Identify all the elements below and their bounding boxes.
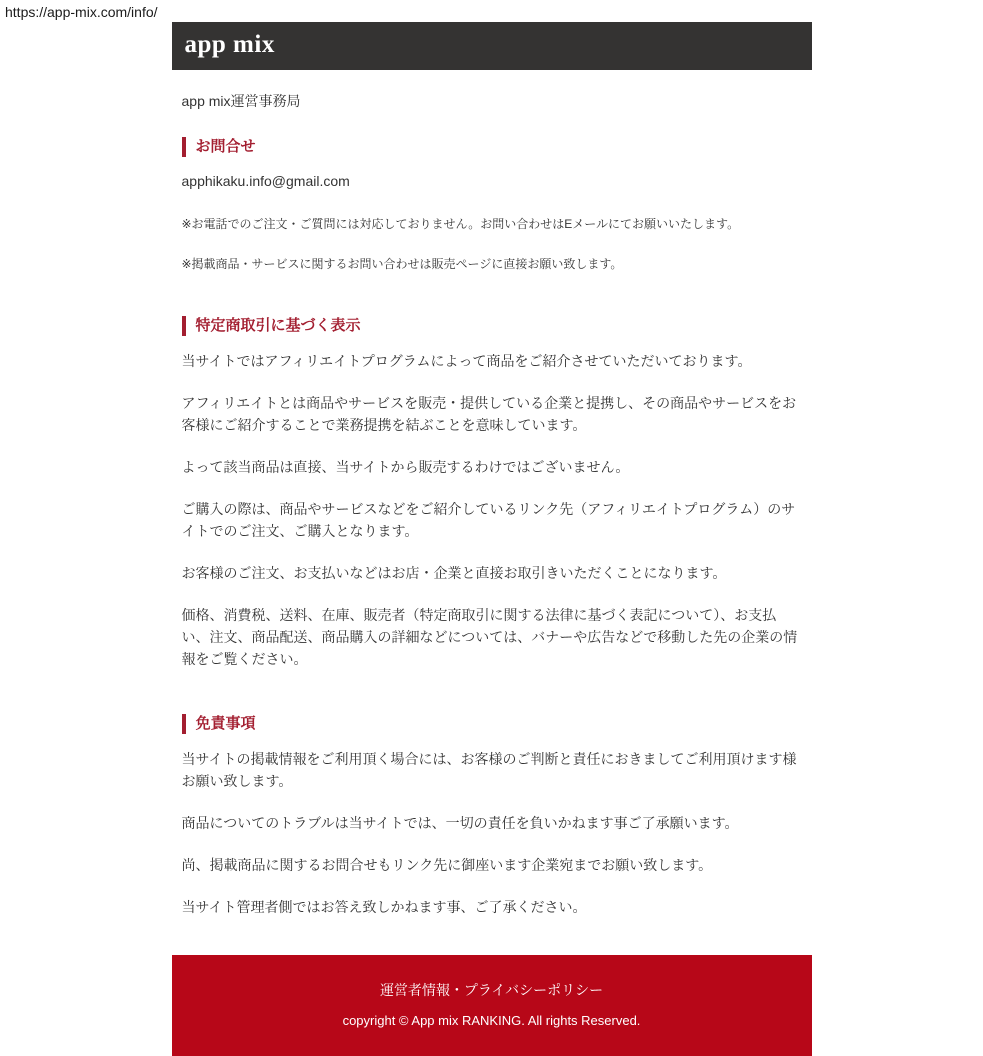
disclaimer-paragraph: 当サイトの掲載情報をご利用頂く場合には、お客様のご判断と責任におきましてご利用頂けます様お願い致します。 — [181, 751, 797, 789]
operator-intro-text: app mix運営事務局 — [181, 93, 301, 109]
site-footer — [172, 955, 812, 1056]
disclaimer-paragraph: 尚、掲載商品に関するお問合せもリンク先に御座います企業宛までお願い致します。 — [181, 857, 713, 873]
main-content — [172, 90, 812, 918]
tokutei-paragraph: ご購入の際は、商品やサービスなどをご紹介しているリンク先（アフィリエイトプログラム）のサイトでのご注文、ご購入となります。 — [181, 501, 796, 539]
tokutei-paragraph: アフィリエイトとは商品やサービスを販売・提供している企業と提携し、その商品やサービスをお客様にご紹介することで業務提携を結ぶことを意味しています。 — [181, 395, 797, 433]
contact-note: ※お電話でのご注文・ご質問には対応しておりません。お問い合わせはEメールにてお願いいたします。 — [181, 217, 740, 231]
site-title[interactable]: app mix — [184, 31, 275, 58]
section-heading-contact: お問合せ — [182, 137, 802, 157]
section-heading-tokutei: 特定商取引に基づく表示 — [182, 316, 802, 336]
section-heading-disclaimer: 免責事項 — [182, 714, 802, 734]
site-header — [172, 22, 812, 70]
footer-privacy-policy-link[interactable]: 運営者情報・プライバシーポリシー — [379, 982, 604, 998]
disclaimer-paragraph: 当サイト管理者側ではお答え致しかねます事、ご了承ください。 — [181, 899, 587, 915]
page-url-text: https://app-mix.com/info/ — [5, 4, 158, 20]
tokutei-paragraph: お客様のご注文、お支払いなどはお店・企業と直接お取引きいただくことになります。 — [181, 565, 727, 581]
tokutei-paragraph: よって該当商品は直接、当サイトから販売するわけではございません。 — [181, 459, 630, 475]
disclaimer-paragraph: 商品についてのトラブルは当サイトでは、一切の責任を負いかねます事ご了承願います。 — [181, 815, 739, 831]
footer-copyright-text: copyright © App mix RANKING. All rights Reserved. — [342, 1013, 641, 1028]
content-container — [172, 22, 812, 1056]
contact-note: ※掲載商品・サービスに関するお問い合わせは販売ページに直接お願い致します。 — [181, 257, 623, 271]
contact-email-text: apphikaku.info@gmail.com — [181, 173, 350, 189]
tokutei-paragraph: 価格、消費税、送料、在庫、販売者（特定商取引に関する法律に基づく表記について）、お支払い、注文、商品配送、商品購入の詳細などについては、バナーや広告などで移動した先の企業の情報をご覧ください。 — [181, 607, 798, 667]
tokutei-paragraph: 当サイトではアフィリエイトプログラムによって商品をご紹介させていただいております。 — [181, 353, 752, 369]
